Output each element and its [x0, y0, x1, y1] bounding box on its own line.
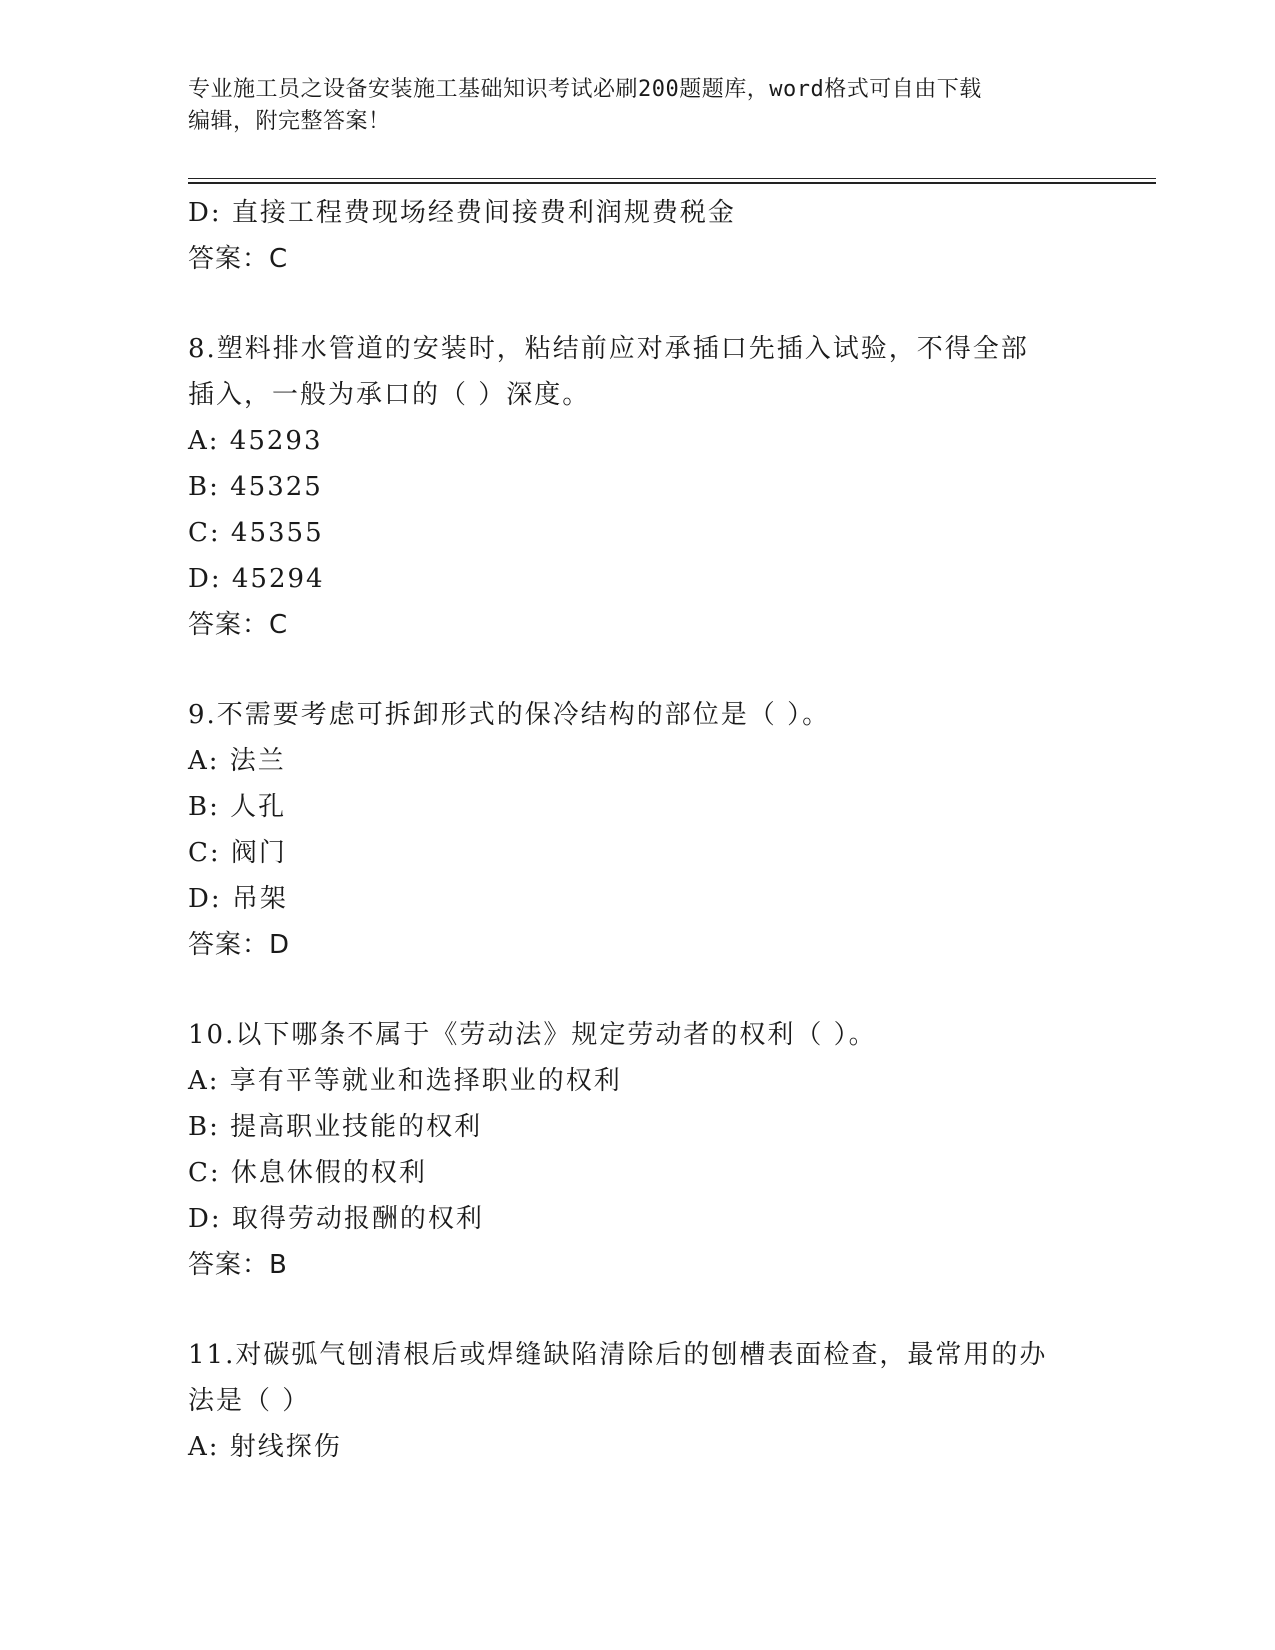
spacer: [188, 282, 1088, 326]
question-11: [188, 1332, 1088, 1470]
header-divider-thin: [188, 178, 1156, 179]
option-d: D: 45294: [188, 564, 325, 594]
spacer: [188, 968, 1088, 1012]
question-content: [188, 190, 1088, 1470]
option-a: A: 45293: [188, 426, 323, 456]
option-b: B: 提高职业技能的权利: [188, 1112, 483, 1142]
option-b: B: 人孔: [188, 792, 287, 822]
question-stem: 10.以下哪条不属于《劳动法》规定劳动者的权利（ ）。: [188, 1020, 877, 1050]
spacer: [188, 648, 1088, 692]
answer-line: 答案：B: [188, 1250, 288, 1280]
option-c: C: 休息休假的权利: [188, 1158, 427, 1188]
question-stem: 9.不需要考虑可拆卸形式的保冷结构的部位是（ ）。: [188, 700, 831, 730]
spacer: [188, 1288, 1088, 1332]
header-line-2: 编辑，附完整答案！: [188, 109, 391, 134]
option-d: D: 直接工程费现场经费间接费利润规费税金: [188, 198, 736, 228]
option-b: B: 45325: [188, 472, 323, 502]
option-d: D: 吊架: [188, 884, 288, 914]
question-stem-line-2: 法是（ ）: [188, 1386, 311, 1416]
question-stem-line-2: 插入，一般为承口的（ ）深度。: [188, 380, 591, 410]
option-c: C: 阀门: [188, 838, 287, 868]
option-a: A: 法兰: [188, 746, 286, 776]
header-line-1: 专业施工员之设备安装施工基础知识考试必刷200题题库，word格式可自由下载: [188, 77, 982, 102]
question-10: [188, 1012, 1088, 1288]
question-7-tail: [188, 190, 1088, 282]
document-header: [188, 74, 1088, 138]
header-divider-thick: [188, 182, 1156, 184]
option-d: D: 取得劳动报酬的权利: [188, 1204, 484, 1234]
answer-line: 答案：C: [188, 610, 289, 640]
option-a: A: 享有平等就业和选择职业的权利: [188, 1066, 622, 1096]
question-stem-line-1: 8.塑料排水管道的安装时，粘结前应对承插口先插入试验，不得全部: [188, 334, 1029, 364]
option-c: C: 45355: [188, 518, 324, 548]
question-stem-line-1: 11.对碳弧气刨清根后或焊缝缺陷清除后的刨槽表面检查，最常用的办: [188, 1340, 1048, 1370]
answer-line: 答案：C: [188, 244, 289, 274]
answer-line: 答案：D: [188, 930, 291, 960]
question-8: [188, 326, 1088, 648]
option-a: A: 射线探伤: [188, 1432, 342, 1462]
question-9: [188, 692, 1088, 968]
